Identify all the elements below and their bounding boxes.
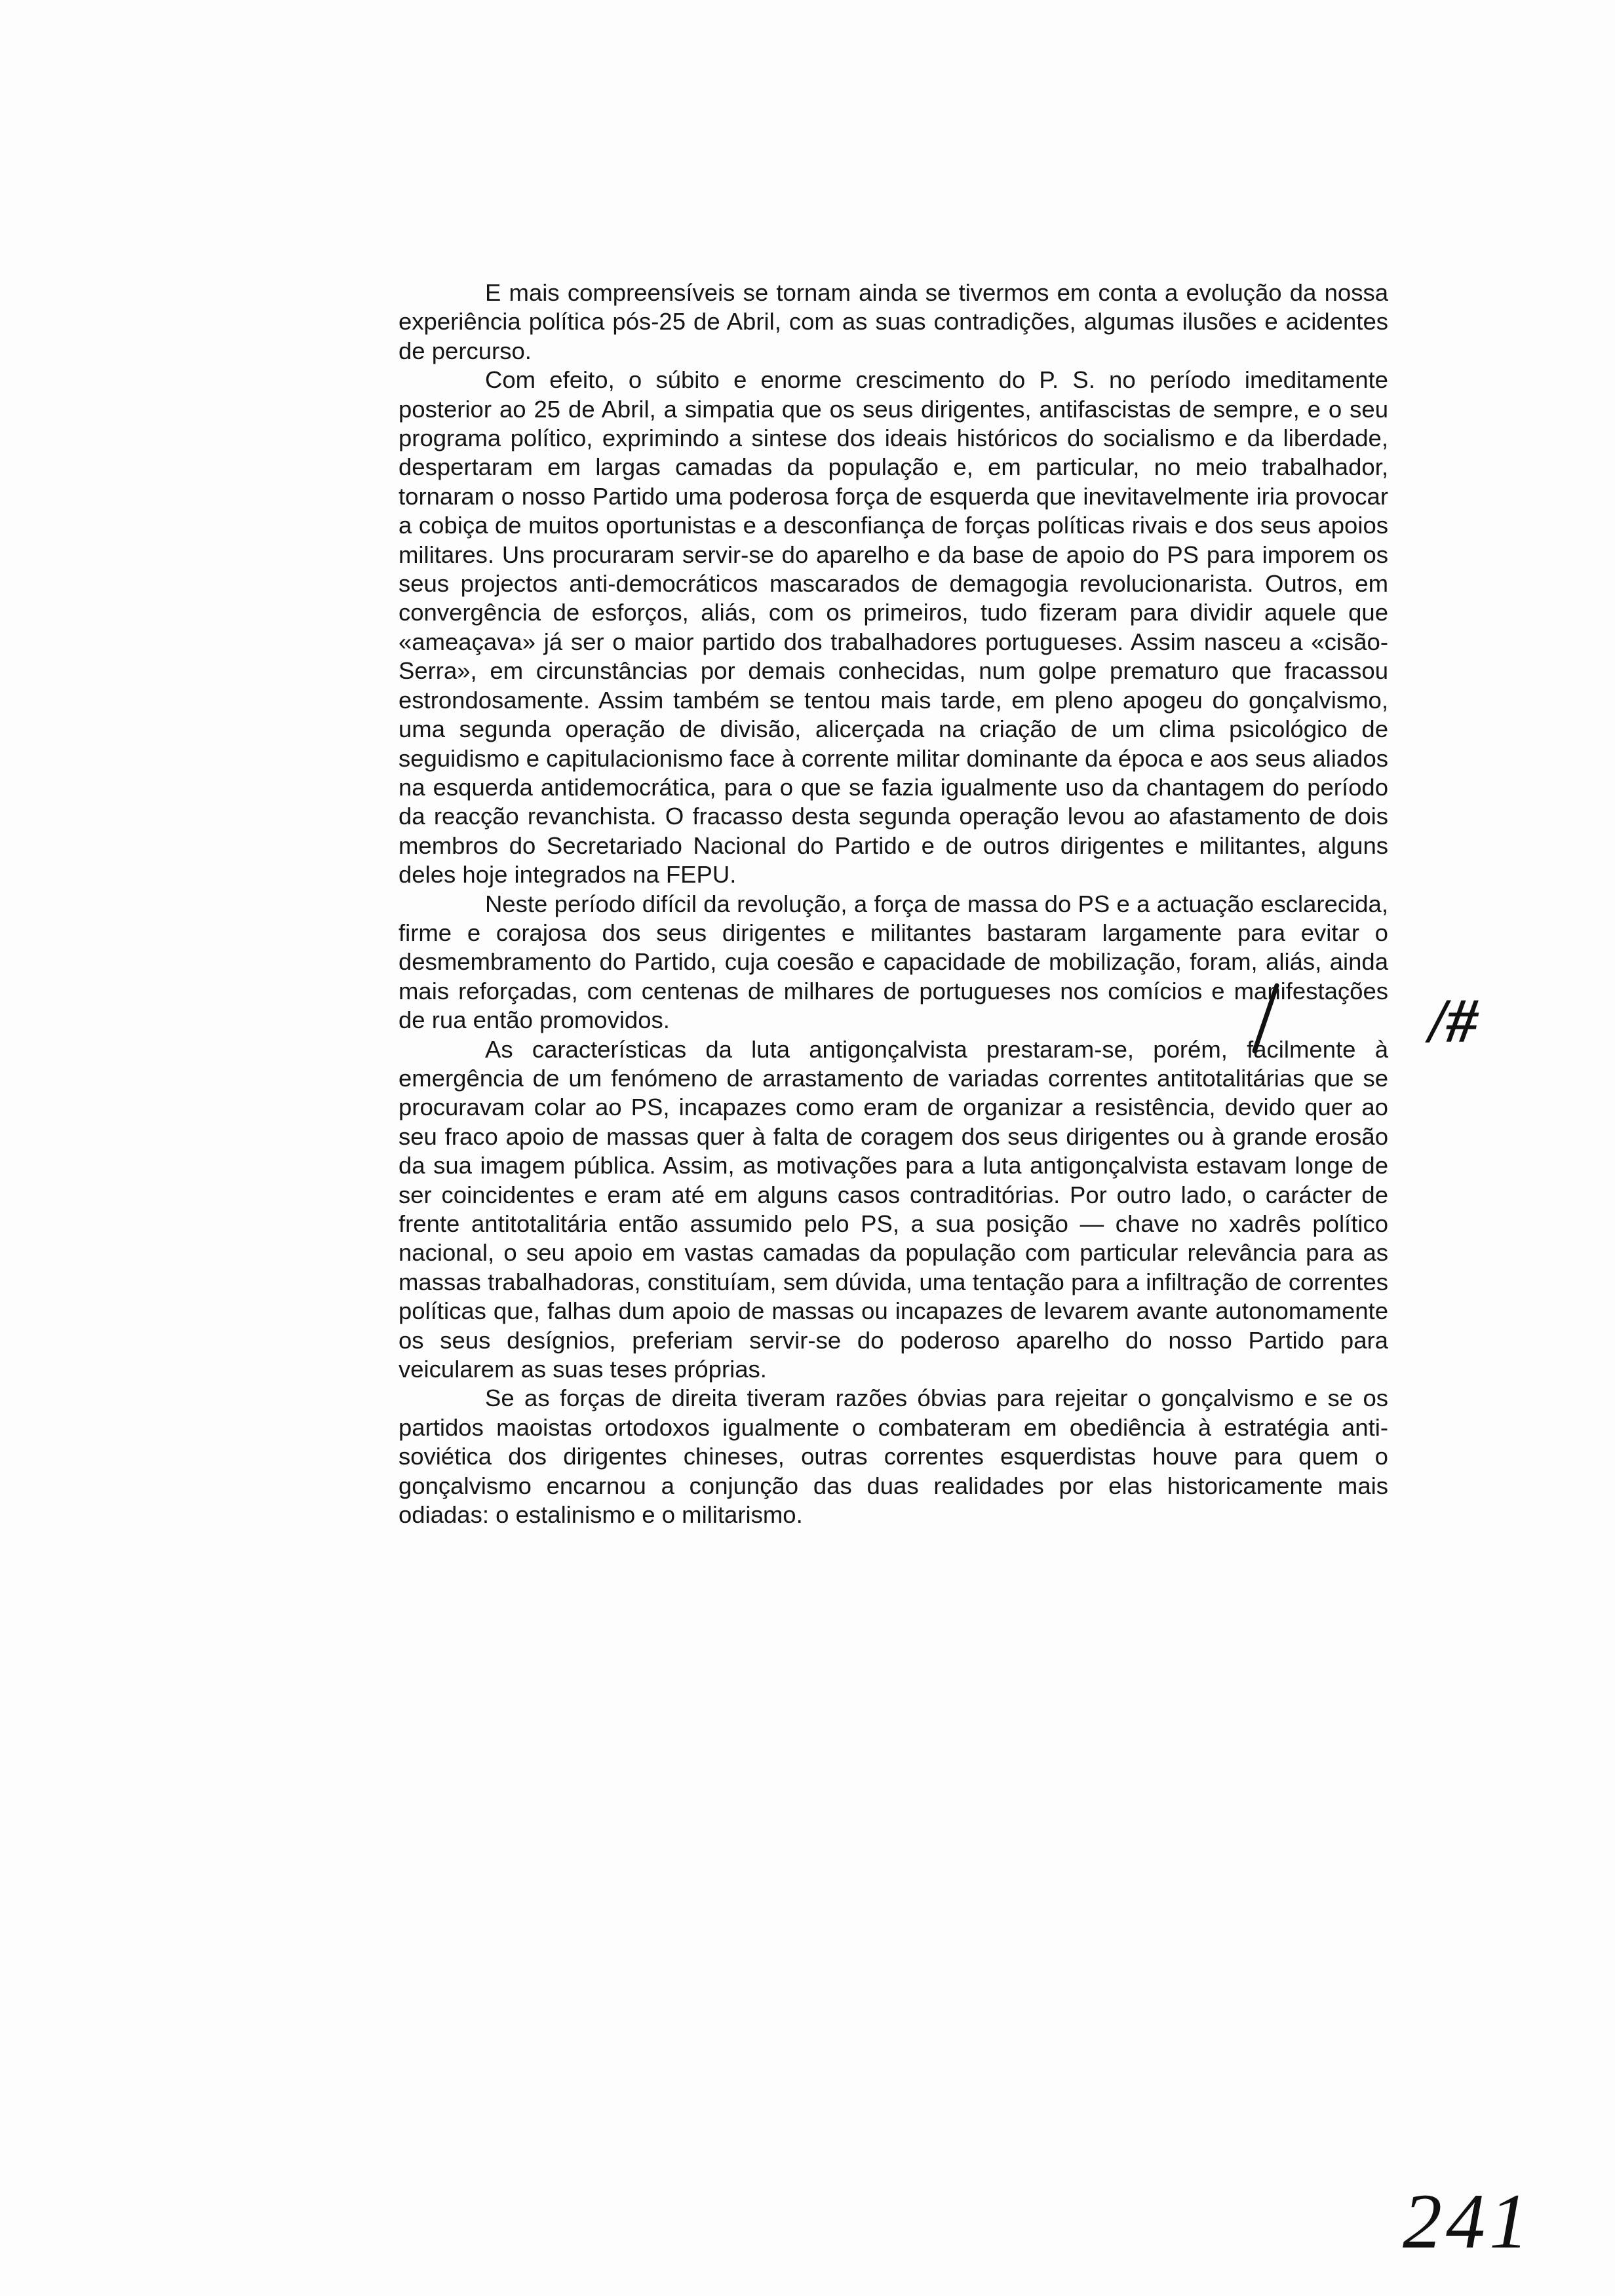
paragraph-1: E mais compreensíveis se tornam ainda se tivermos em conta a evolução da nossa experiência política pós-25 de Abril, com as suas contradições, algumas ilusões e acidentes de percurso.: [399, 279, 1388, 364]
paragraph-3: Neste período difícil da revolução, a força de massa do PS e a actuação esclarecida, firme e corajosa dos seus dirigentes e militantes bastaram largamente para evitar o desmembramento do Partido, cuja coesão e capacidade de mobilização, foram, aliás, ainda mais reforçadas, com centenas de milhares de portugueses nos comícios e manifestações de rua então promovidos.: [399, 890, 1388, 1034]
margin-annotation: /#: [1429, 985, 1478, 1056]
paragraph-5: Se as forças de direita tiveram razões óbvias para rejeitar o gonçalvismo e se os partidos maoistas ortodoxos igualmente o combateram em obediência à estratégia anti-soviética dos dirigentes chineses, outras correntes esquerdistas houve para quem o gonçalvismo encarnou a conjunção das duas realidades por elas historicamente mais odiadas: o estalinismo e o militarismo.: [399, 1385, 1388, 1529]
paragraph-2: Com efeito, o súbito e enorme crescimento do P. S. no período imeditamente posterior ao 25 de Abril, a simpatia que os seus dirigentes, antifascistas de sempre, e o seu programa político, exprimindo a sintese dos ideais históricos do socialismo e da liberdade, despertaram em largas camadas da população e, em particular, no meio trabalhador, tornaram o nosso Partido uma poderosa força de esquerda que inevitavelmente iria provocar a cobiça de muitos oportunistas e a desconfiança de forças políticas rivais e dos seus apoios militares. Uns procuraram servir-se do aparelho e da base de apoio do PS para imporem os seus projectos anti-democráticos mascarados de demagogia revolucionarista. Outros, em convergência de esforços, aliás, com os primeiros, tudo fizeram para dividir aquele que «ameaçava» já ser o maior partido dos trabalhadores portugueses. Assim nasceu a «cisão-Serra», em circunstâncias por demais conhecidas, num golpe prematuro que fracassou estrondosamente. Assim também se tentou mais tarde, em pleno apogeu do gonçalvismo, uma segunda operação de divisão, alicerçada na criação de um clima psicológico de seguidismo e capitulacionismo face à corrente militar dominante da época e aos seus aliados na esquerda antidemocrática, para o que se fazia igualmente uso da chantagem do período da reacção revanchista. O fracasso desta segunda operação levou ao afastamento de dois membros do Secretariado Nacional do Partido e de outros dirigentes e militantes, alguns deles hoje integrados na FEPU.: [399, 366, 1388, 889]
handwritten-slash-icon: [1245, 983, 1285, 1055]
body-text: [399, 278, 1388, 1529]
paragraph-4: As características da luta antigonçalvista prestaram-se, porém, facilmente à emergência de um fenómeno de arrastamento de variadas correntes antitotalitárias que se procuravam colar ao PS, incapazes como eram de organizar a resistência, devido quer ao seu fraco apoio de massas quer à falta de coragem dos seus dirigentes ou à grande erosão da sua imagem pública. Assim, as motivações para a luta antigonçalvista estavam longe de ser coincidentes e eram até em alguns casos contraditórias. Por outro lado, o carácter de frente antitotalitária então assumido pelo PS, a sua posição — chave no xadrês político nacional, o seu apoio em vastas camadas da população com particular relevância para as massas trabalhadoras, constituíam, sem dúvida, uma tentação para a infiltração de correntes políticas que, falhas dum apoio de massas ou incapazes de levarem avante autonomamente os seus desígnios, preferiam servir-se do poderoso aparelho do nosso Partido para veicularem as suas teses próprias.: [399, 1035, 1388, 1383]
page-number: 241: [1403, 2177, 1532, 2265]
